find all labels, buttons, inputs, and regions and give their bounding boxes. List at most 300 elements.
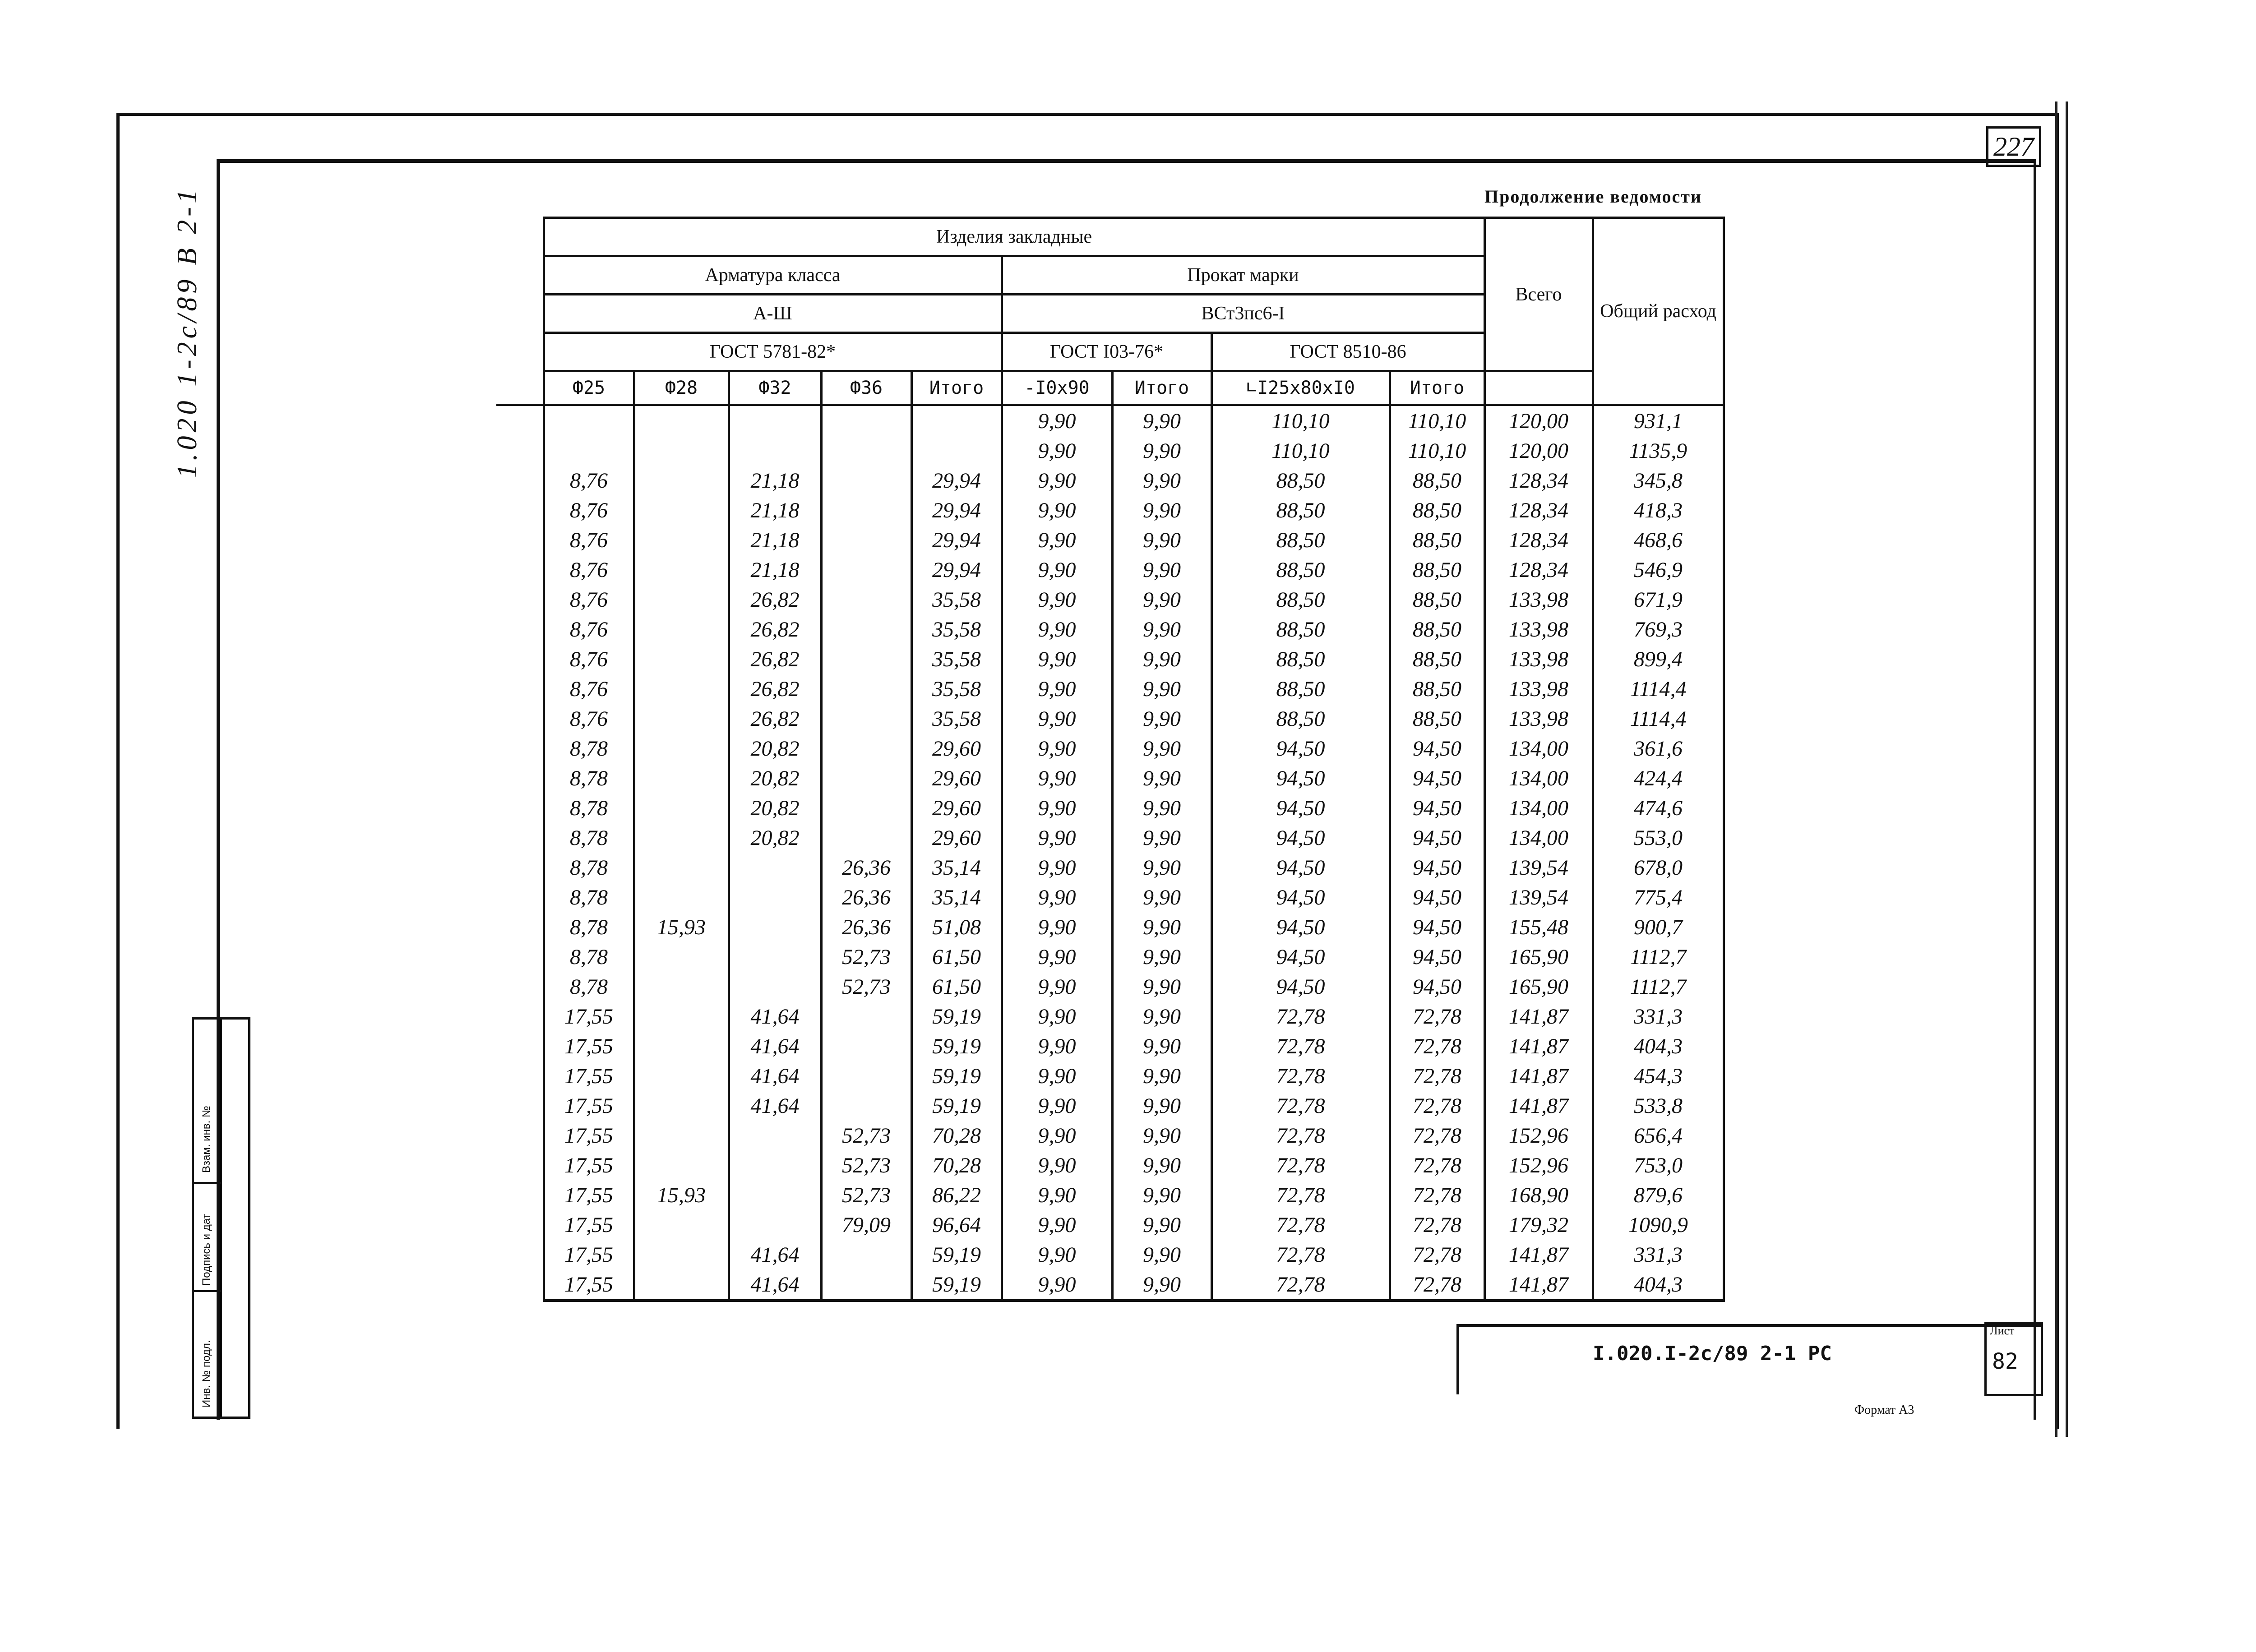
table-cell <box>634 1240 729 1269</box>
table-cell: 72,78 <box>1211 1210 1390 1240</box>
table-cell: 110,10 <box>1211 405 1390 436</box>
table-cell: 141,87 <box>1484 1240 1593 1269</box>
table-cell: 110,10 <box>1390 436 1484 466</box>
table-cell: 59,19 <box>911 1269 1002 1301</box>
table-cell: 8,78 <box>544 734 634 763</box>
table-cell: 94,50 <box>1390 853 1484 882</box>
column-header: ∟I25x80xI0 <box>1211 371 1390 405</box>
table-row <box>496 495 1724 525</box>
table-cell: 35,14 <box>911 882 1002 912</box>
table-cell: 331,3 <box>1593 1001 1724 1031</box>
table-cell: 21,18 <box>729 466 821 495</box>
table-cell: 41,64 <box>729 1001 821 1031</box>
table-cell: 8,78 <box>544 823 634 853</box>
table-row <box>496 1091 1724 1121</box>
table-cell: 9,90 <box>1112 942 1211 972</box>
table-row <box>496 793 1724 823</box>
table-row <box>496 405 1724 436</box>
table-cell: 94,50 <box>1211 793 1390 823</box>
table-row <box>496 763 1724 793</box>
side-stamp <box>192 1017 250 1419</box>
table-cell: 9,90 <box>1002 734 1112 763</box>
frame-edge <box>2055 102 2068 1437</box>
table-cell: 133,98 <box>1484 644 1593 674</box>
table-cell: 120,00 <box>1484 436 1593 466</box>
table-cell: 94,50 <box>1390 823 1484 853</box>
table-cell: 155,48 <box>1484 912 1593 942</box>
table-cell: 9,90 <box>1112 614 1211 644</box>
table-cell: 26,82 <box>729 614 821 644</box>
column-header: Ф36 <box>821 371 911 405</box>
table-cell: 9,90 <box>1002 644 1112 674</box>
table-cell: 29,94 <box>911 495 1002 525</box>
table-cell: 94,50 <box>1211 912 1390 942</box>
table-cell: 26,82 <box>729 674 821 704</box>
table-cell: 9,90 <box>1002 1091 1112 1121</box>
table-cell: 404,3 <box>1593 1031 1724 1061</box>
table-cell <box>634 1031 729 1061</box>
table-cell: 9,90 <box>1112 1091 1211 1121</box>
table-cell: 9,90 <box>1112 972 1211 1001</box>
table-cell: 9,90 <box>1002 972 1112 1001</box>
table-cell: 1112,7 <box>1593 942 1724 972</box>
table-cell: 8,76 <box>544 466 634 495</box>
table-cell: 9,90 <box>1002 1210 1112 1240</box>
table-cell: 9,90 <box>1002 1269 1112 1301</box>
table-cell: 671,9 <box>1593 585 1724 614</box>
table-cell: 29,60 <box>911 823 1002 853</box>
table-cell: 72,78 <box>1390 1180 1484 1210</box>
table-cell: 88,50 <box>1211 585 1390 614</box>
table-cell: 418,3 <box>1593 495 1724 525</box>
table-row <box>496 972 1724 1001</box>
table-cell: 134,00 <box>1484 763 1593 793</box>
profile-header: Прокат марки <box>1002 256 1484 295</box>
table-cell: 72,78 <box>1390 1031 1484 1061</box>
stamp-cell-border <box>194 1182 220 1184</box>
table-cell: 468,6 <box>1593 525 1724 555</box>
table-cell: 179,32 <box>1484 1210 1593 1240</box>
table-cell <box>729 436 821 466</box>
table-cell <box>821 466 911 495</box>
table-cell: 88,50 <box>1390 495 1484 525</box>
table-cell: 52,73 <box>821 1150 911 1180</box>
table-cell: 9,90 <box>1002 555 1112 585</box>
table-cell <box>821 674 911 704</box>
table-cell <box>634 614 729 644</box>
gost-b: ГОСТ 8510-86 <box>1211 333 1484 371</box>
table-row <box>496 525 1724 555</box>
table-cell: 9,90 <box>1002 614 1112 644</box>
table-cell: 9,90 <box>1002 704 1112 734</box>
table-cell: 61,50 <box>911 972 1002 1001</box>
table-cell: 9,90 <box>1112 1031 1211 1061</box>
table-row <box>496 1180 1724 1210</box>
table-cell <box>634 1001 729 1031</box>
table-cell: 35,58 <box>911 674 1002 704</box>
table-cell: 94,50 <box>1211 853 1390 882</box>
table-cell: 72,78 <box>1390 1001 1484 1031</box>
table-cell: 94,50 <box>1390 942 1484 972</box>
table-cell: 29,94 <box>911 525 1002 555</box>
column-header: Ф25 <box>544 371 634 405</box>
table-cell <box>729 912 821 942</box>
table-cell: 8,76 <box>544 585 634 614</box>
table-cell: 29,94 <box>911 555 1002 585</box>
table-cell: 120,00 <box>1484 405 1593 436</box>
table-cell: 931,1 <box>1593 405 1724 436</box>
table-cell <box>821 644 911 674</box>
table-cell: 128,34 <box>1484 555 1593 585</box>
table-cell: 141,87 <box>1484 1269 1593 1301</box>
table-row <box>496 1121 1724 1150</box>
table-cell: 17,55 <box>544 1091 634 1121</box>
table-cell: 17,55 <box>544 1061 634 1091</box>
column-header: Итого <box>1112 371 1211 405</box>
table-cell: 9,90 <box>1112 1061 1211 1091</box>
continuation-title: Продолжение ведомости <box>1484 186 1702 207</box>
table-cell: 474,6 <box>1593 793 1724 823</box>
table-row <box>496 1001 1724 1031</box>
table-cell: 9,90 <box>1112 466 1211 495</box>
table-cell: 88,50 <box>1211 525 1390 555</box>
table-cell: 52,73 <box>821 1180 911 1210</box>
table-cell: 9,90 <box>1002 853 1112 882</box>
table-cell <box>821 1061 911 1091</box>
table-cell: 141,87 <box>1484 1091 1593 1121</box>
table-cell: 61,50 <box>911 942 1002 972</box>
table-cell <box>821 614 911 644</box>
table-cell: 72,78 <box>1211 1150 1390 1180</box>
table-cell: 94,50 <box>1390 734 1484 763</box>
table-cell: 88,50 <box>1211 674 1390 704</box>
table-cell: 51,08 <box>911 912 1002 942</box>
table-cell: 9,90 <box>1002 525 1112 555</box>
table-cell: 165,90 <box>1484 972 1593 1001</box>
table-cell: 133,98 <box>1484 585 1593 614</box>
table-cell: 29,60 <box>911 734 1002 763</box>
table-cell <box>821 763 911 793</box>
paper-format: Формат А3 <box>1854 1403 1914 1417</box>
table-cell: 72,78 <box>1390 1061 1484 1091</box>
table-cell: 94,50 <box>1211 763 1390 793</box>
table-cell: 21,18 <box>729 495 821 525</box>
table-cell: 9,90 <box>1002 585 1112 614</box>
table-cell: 72,78 <box>1211 1061 1390 1091</box>
table-cell: 9,90 <box>1002 1121 1112 1150</box>
table-cell: 72,78 <box>1211 1240 1390 1269</box>
table-cell: 128,34 <box>1484 495 1593 525</box>
stamp-field: Взам. инв. № <box>200 1106 213 1173</box>
table-cell: 331,3 <box>1593 1240 1724 1269</box>
table-cell: 52,73 <box>821 942 911 972</box>
table-cell: 35,14 <box>911 853 1002 882</box>
table-cell: 94,50 <box>1211 972 1390 1001</box>
table-cell: 8,78 <box>544 882 634 912</box>
table-cell: 52,73 <box>821 1121 911 1150</box>
table-cell <box>821 405 911 436</box>
table-cell <box>634 1091 729 1121</box>
table-cell: 88,50 <box>1390 674 1484 704</box>
table-cell <box>729 1150 821 1180</box>
table-cell: 879,6 <box>1593 1180 1724 1210</box>
table-cell: 88,50 <box>1390 525 1484 555</box>
table-cell: 9,90 <box>1002 882 1112 912</box>
table-cell: 52,73 <box>821 972 911 1001</box>
table-cell: 361,6 <box>1593 734 1724 763</box>
table-cell: 88,50 <box>1211 704 1390 734</box>
table-cell: 9,90 <box>1112 734 1211 763</box>
table-row <box>496 555 1724 585</box>
table-row <box>496 1150 1724 1180</box>
table-cell: 9,90 <box>1002 495 1112 525</box>
table-cell <box>821 495 911 525</box>
column-header: Итого <box>1390 371 1484 405</box>
document-code: I.020.I-2с/89 2-1 РС <box>1593 1342 1832 1365</box>
table-cell: 546,9 <box>1593 555 1724 585</box>
table-cell: 70,28 <box>911 1150 1002 1180</box>
table-cell: 20,82 <box>729 763 821 793</box>
table-cell: 110,10 <box>1390 405 1484 436</box>
table-cell: 139,54 <box>1484 853 1593 882</box>
table-cell: 79,09 <box>821 1210 911 1240</box>
table-cell: 29,60 <box>911 763 1002 793</box>
table-cell: 21,18 <box>729 525 821 555</box>
table-cell: 94,50 <box>1211 882 1390 912</box>
table-cell: 59,19 <box>911 1001 1002 1031</box>
table-cell <box>821 1001 911 1031</box>
table-cell: 110,10 <box>1211 436 1390 466</box>
table-cell: 35,58 <box>911 644 1002 674</box>
column-header: -I0x90 <box>1002 371 1112 405</box>
table-cell <box>821 1269 911 1301</box>
table-cell: 17,55 <box>544 1150 634 1180</box>
table-cell: 8,78 <box>544 912 634 942</box>
table-cell: 678,0 <box>1593 853 1724 882</box>
total-header: Всего <box>1484 218 1593 371</box>
table-cell: 9,90 <box>1112 1180 1211 1210</box>
table-cell: 88,50 <box>1211 466 1390 495</box>
table-cell: 141,87 <box>1484 1001 1593 1031</box>
table-cell <box>634 466 729 495</box>
table-cell: 1114,4 <box>1593 674 1724 704</box>
table-cell <box>634 942 729 972</box>
table-cell: 88,50 <box>1390 585 1484 614</box>
table-cell: 26,36 <box>821 882 911 912</box>
table-cell <box>729 882 821 912</box>
table-cell: 9,90 <box>1002 1240 1112 1269</box>
table-cell: 404,3 <box>1593 1269 1724 1301</box>
table-cell: 94,50 <box>1390 972 1484 1001</box>
table-cell <box>729 853 821 882</box>
table-cell <box>821 555 911 585</box>
table-cell: 141,87 <box>1484 1031 1593 1061</box>
column-header: Ф32 <box>729 371 821 405</box>
table-cell: 9,90 <box>1002 405 1112 436</box>
table-cell: 15,93 <box>634 912 729 942</box>
table-cell: 656,4 <box>1593 1121 1724 1150</box>
table-cell: 72,78 <box>1211 1091 1390 1121</box>
column-header: Итого <box>911 371 1002 405</box>
table-cell: 88,50 <box>1211 614 1390 644</box>
table-row <box>496 436 1724 466</box>
table-cell: 553,0 <box>1593 823 1724 853</box>
table-cell <box>634 704 729 734</box>
stamp-field: Подпись и дат <box>200 1214 213 1286</box>
table-cell <box>634 1061 729 1091</box>
table-cell: 29,94 <box>911 466 1002 495</box>
table-cell: 15,93 <box>634 1180 729 1210</box>
table-cell: 26,82 <box>729 585 821 614</box>
table-cell: 9,90 <box>1112 644 1211 674</box>
table-cell: 899,4 <box>1593 644 1724 674</box>
table-cell: 17,55 <box>544 1180 634 1210</box>
table-row <box>496 674 1724 704</box>
table-cell: 41,64 <box>729 1091 821 1121</box>
table-cell: 94,50 <box>1390 882 1484 912</box>
table-cell: 8,76 <box>544 525 634 555</box>
table-cell: 8,78 <box>544 942 634 972</box>
table-cell: 26,36 <box>821 853 911 882</box>
stamp-field: Инв. № подл. <box>200 1340 213 1407</box>
table-cell <box>821 436 911 466</box>
table-cell: 8,76 <box>544 555 634 585</box>
table-cell: 35,58 <box>911 614 1002 644</box>
table-cell: 72,78 <box>1211 1269 1390 1301</box>
table-cell: 35,58 <box>911 704 1002 734</box>
table-cell: 9,90 <box>1112 495 1211 525</box>
table-cell: 59,19 <box>911 1061 1002 1091</box>
table-cell <box>911 405 1002 436</box>
table-cell: 9,90 <box>1002 1001 1112 1031</box>
table-cell: 8,78 <box>544 853 634 882</box>
table-cell: 9,90 <box>1112 1150 1211 1180</box>
table-cell <box>634 1269 729 1301</box>
table-cell <box>821 525 911 555</box>
profile-grade: ВСт3пс6-I <box>1002 295 1484 333</box>
sheet-number: 82 <box>1992 1349 2018 1374</box>
table-row <box>496 912 1724 942</box>
table-cell: 9,90 <box>1002 1031 1112 1061</box>
table-cell <box>821 823 911 853</box>
table-cell: 9,90 <box>1112 763 1211 793</box>
table-cell <box>821 704 911 734</box>
table-cell: 9,90 <box>1002 912 1112 942</box>
table-cell: 21,18 <box>729 555 821 585</box>
table-cell: 345,8 <box>1593 466 1724 495</box>
table-cell: 72,78 <box>1390 1091 1484 1121</box>
table-cell: 139,54 <box>1484 882 1593 912</box>
table-cell: 9,90 <box>1002 1150 1112 1180</box>
table-cell <box>634 972 729 1001</box>
table-cell: 9,90 <box>1112 853 1211 882</box>
table-cell <box>634 853 729 882</box>
table-cell <box>634 405 729 436</box>
table-cell: 94,50 <box>1390 912 1484 942</box>
table-cell: 26,82 <box>729 644 821 674</box>
table-cell: 152,96 <box>1484 1150 1593 1180</box>
table-cell: 165,90 <box>1484 942 1593 972</box>
table-cell <box>634 1121 729 1150</box>
table-cell: 59,19 <box>911 1031 1002 1061</box>
table-cell: 72,78 <box>1390 1210 1484 1240</box>
table-cell: 8,76 <box>544 644 634 674</box>
table-cell: 128,34 <box>1484 525 1593 555</box>
table-cell: 9,90 <box>1112 1001 1211 1031</box>
table-cell <box>634 823 729 853</box>
table-cell <box>729 972 821 1001</box>
table-cell: 9,90 <box>1002 1061 1112 1091</box>
table-row <box>496 734 1724 763</box>
table-cell: 9,90 <box>1112 823 1211 853</box>
table-cell: 9,90 <box>1002 436 1112 466</box>
table-cell: 70,28 <box>911 1121 1002 1150</box>
gost-a: ГОСТ I03-76* <box>1002 333 1211 371</box>
table-cell: 72,78 <box>1390 1121 1484 1150</box>
table-cell: 17,55 <box>544 1031 634 1061</box>
table-cell <box>729 1180 821 1210</box>
table-row <box>496 585 1724 614</box>
table-cell: 9,90 <box>1112 1240 1211 1269</box>
table-cell: 88,50 <box>1211 555 1390 585</box>
column-header: Ф28 <box>634 371 729 405</box>
table-cell: 9,90 <box>1112 882 1211 912</box>
table-row <box>496 1240 1724 1269</box>
table-cell: 8,76 <box>544 614 634 644</box>
rebar-header: Арматура класса <box>544 256 1002 295</box>
table-cell: 94,50 <box>1211 734 1390 763</box>
vertical-doc-code: 1.020 1-2с/89 В 2-1 <box>172 186 203 478</box>
table-cell: 41,64 <box>729 1031 821 1061</box>
table-cell <box>634 585 729 614</box>
table-cell: 72,78 <box>1211 1001 1390 1031</box>
table-cell: 35,58 <box>911 585 1002 614</box>
table-cell: 94,50 <box>1390 763 1484 793</box>
table-row <box>496 644 1724 674</box>
table-cell <box>821 1240 911 1269</box>
table-cell: 8,76 <box>544 674 634 704</box>
group-header: Изделия закладные <box>544 218 1484 256</box>
table-cell <box>634 734 729 763</box>
table-cell <box>821 793 911 823</box>
table-cell: 20,82 <box>729 823 821 853</box>
table-cell: 9,90 <box>1112 405 1211 436</box>
table-cell: 133,98 <box>1484 614 1593 644</box>
table-cell <box>634 674 729 704</box>
table-cell: 1090,9 <box>1593 1210 1724 1240</box>
table-cell <box>729 405 821 436</box>
sheet-label: Лист <box>1990 1324 2015 1337</box>
table-cell: 88,50 <box>1211 644 1390 674</box>
table-cell: 9,90 <box>1002 674 1112 704</box>
table-cell <box>634 495 729 525</box>
table-cell <box>729 1210 821 1240</box>
table-body <box>496 405 1724 1301</box>
stamp-cell-border <box>194 1290 220 1292</box>
table-cell: 141,87 <box>1484 1061 1593 1091</box>
table-cell <box>634 882 729 912</box>
table-cell: 72,78 <box>1211 1031 1390 1061</box>
table-cell: 26,36 <box>821 912 911 942</box>
table-cell: 94,50 <box>1390 793 1484 823</box>
table-cell: 72,78 <box>1390 1240 1484 1269</box>
table-cell: 9,90 <box>1112 912 1211 942</box>
table-cell: 9,90 <box>1112 674 1211 704</box>
table-cell <box>911 436 1002 466</box>
table-cell: 17,55 <box>544 1269 634 1301</box>
table-cell <box>634 763 729 793</box>
table-cell: 133,98 <box>1484 704 1593 734</box>
